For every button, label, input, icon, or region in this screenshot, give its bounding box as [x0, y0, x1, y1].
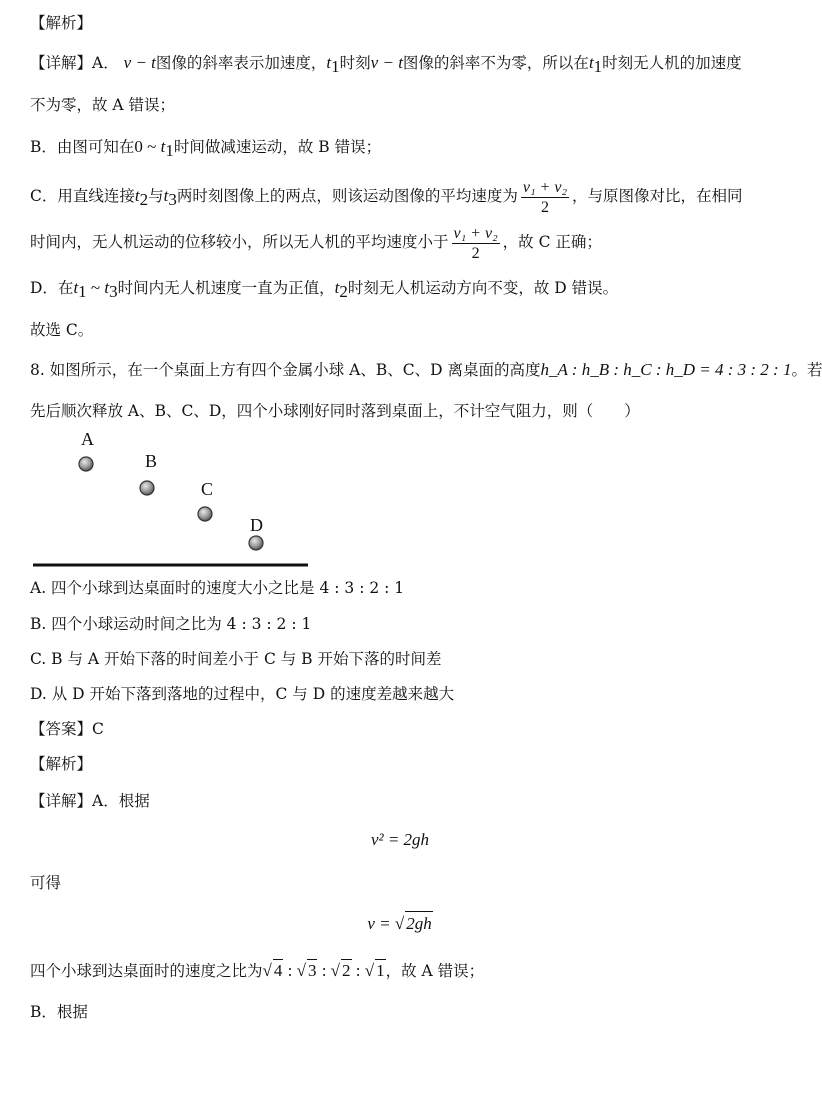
velocity-ratio-line [30, 959, 772, 982]
detail-para-c-line2 [30, 222, 772, 263]
detail-para-d [30, 277, 772, 303]
t2-sub: 2 [139, 190, 149, 210]
fraction-denominator: 2 [540, 198, 549, 216]
answer: 【答案】C [30, 720, 104, 738]
tb-symbol: t [104, 278, 110, 297]
text: 时间做减速运动，故 B 错误； [173, 138, 382, 156]
analysis-heading: 【解析】 [30, 14, 93, 32]
text: ，与原图像对比，在相同 [572, 187, 743, 205]
ball-d [249, 536, 263, 550]
detail-para-c [30, 176, 772, 220]
t1-symbol: t [326, 53, 332, 72]
t3-symbol: t [163, 186, 169, 205]
sqrt-symbol: √ [330, 961, 341, 980]
text: 时刻无人机的加速度 [602, 54, 742, 72]
sqrt-2gh: 2gh [405, 911, 433, 936]
tc-symbol: t [334, 278, 340, 297]
ball-b [140, 481, 154, 495]
ta-sub: 1 [78, 282, 87, 302]
detail-para-a [30, 52, 772, 78]
ta-symbol: t [73, 278, 79, 297]
ball-a [79, 457, 93, 471]
ball-c [198, 507, 212, 521]
sqrt-3: 3 [307, 961, 317, 980]
avg-velocity-fraction [521, 178, 569, 217]
fraction-denominator: 2 [471, 244, 480, 262]
ball-label-c: C [201, 479, 214, 499]
detail-para-a-line2: 不为零，故 A 错误； [30, 96, 176, 114]
t1-sub: 1 [331, 57, 340, 77]
colon: : [317, 961, 331, 980]
option-d: D. 从 D 开始下落到落地的过程中，C 与 D 的速度差越来越大 [30, 685, 455, 703]
sqrt-symbol: √ [364, 961, 375, 980]
sqrt-symbol: √ [262, 961, 272, 980]
sqrt-1: 1 [376, 961, 385, 980]
detail-2-line1: 【详解】A．根据 [30, 792, 150, 810]
avg-velocity-fraction-2 [452, 224, 500, 263]
sqrt-symbol: √ [296, 961, 306, 980]
text: 图像的斜率表示加速度， [155, 54, 327, 72]
text: 两时刻图像上的两点，则该运动图像的平均速度为 [176, 187, 518, 205]
text: 。若 [791, 361, 822, 379]
height-ratio: h_A : h_B : h_C : h_D = 4 : 3 : 2 : 1 [540, 360, 792, 379]
tb-sub: 3 [109, 282, 118, 302]
text: B．由图可知在 [30, 138, 135, 156]
colon: : [283, 961, 297, 980]
text: 四个小球到达桌面时的速度之比为 [30, 962, 263, 980]
text: ，故 C 正确； [502, 233, 602, 251]
text: 8. 如图所示，在一个桌面上方有四个金属小球 A、B、C、D 离桌面的高度 [30, 361, 541, 379]
t1-sub-2: 1 [593, 57, 603, 77]
text: 时刻无人机运动方向不变，故 D 错误。 [347, 279, 619, 297]
ball-label-d: D [250, 515, 263, 535]
option-label-a: A． [92, 54, 119, 72]
colon: : [351, 961, 365, 980]
fraction-numerator: v₁ + v₂ [453, 224, 498, 242]
vt-expr: v − t [123, 53, 156, 72]
question-8-line1 [30, 359, 822, 381]
equation-v-lhs: v = [367, 914, 395, 933]
detail-para-b [30, 136, 772, 162]
tilde: ~ [86, 278, 105, 297]
text: 时间内无人机速度一直为正值， [117, 279, 335, 297]
t3-sub: 3 [168, 190, 177, 210]
equation-1 [0, 828, 800, 852]
sqrt-2: 2 [342, 961, 351, 980]
question-8-line2: 先后顺次释放 A、B、C、D，四个小球刚好同时落到桌面上，不计空气阻力，则（ ） [30, 402, 640, 420]
ball-label-a: A [81, 429, 94, 449]
tc-sub: 2 [339, 282, 348, 302]
falling-balls-figure [0, 425, 320, 575]
option-c: C. B 与 A 开始下落的时间差小于 C 与 B 开始下落的时间差 [30, 650, 442, 668]
text: 图像的斜率不为零，所以在 [402, 54, 589, 72]
text: 时间内，无人机运动的位移较小，所以无人机的平均速度小于 [30, 233, 449, 251]
ball-label-b: B [145, 451, 158, 471]
t-sub: 1 [165, 141, 174, 161]
text: D．在 [30, 279, 74, 297]
ke-de: 可得 [30, 874, 62, 892]
option-b: B. 四个小球运动时间之比为 4 : 3 : 2 : 1 [30, 615, 312, 633]
fraction-numerator: v₁ + v₂ [522, 178, 567, 196]
vt-expr-2: v − t [370, 53, 403, 72]
sqrt-4: 4 [273, 961, 283, 980]
choose-c: 故选 C。 [30, 321, 94, 339]
detail-tag: 【详解】 [30, 54, 93, 72]
b-start: B．根据 [30, 1003, 88, 1021]
text: C．用直线连接 [30, 187, 135, 205]
option-a: A. 四个小球到达桌面时的速度大小之比是 4 : 3 : 2 : 1 [30, 579, 405, 597]
t-symbol: t [160, 137, 166, 156]
range-zero: 0 ~ [134, 137, 161, 156]
text: 时刻 [339, 54, 371, 72]
t1-symbol-2: t [588, 53, 594, 72]
text: ，故 A 错误； [385, 962, 485, 980]
text: 与 [148, 187, 164, 205]
sqrt-symbol: √ [394, 914, 405, 933]
equation-2 [0, 911, 800, 936]
t2-symbol: t [134, 186, 140, 205]
equation-v2-2gh: v² = 2gh [370, 830, 430, 849]
analysis-heading-2: 【解析】 [30, 755, 93, 773]
